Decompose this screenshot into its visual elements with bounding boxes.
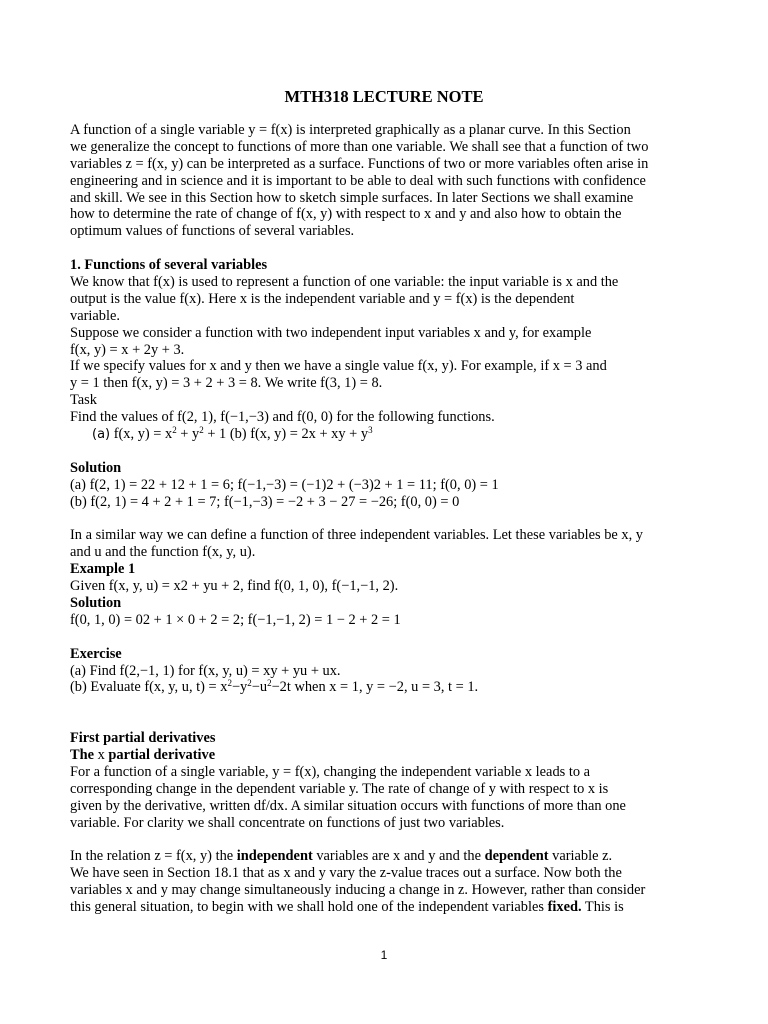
text-line: f(x, y) = x + 2y + 3.: [70, 341, 185, 358]
text-fragment: The: [70, 746, 94, 763]
text-line: engineering and in science and it is important to be able to deal with such functions with confidence: [70, 172, 646, 189]
text-fragment: partial derivative: [108, 746, 216, 763]
text-fragment: In the relation z = f(x, y) the: [70, 848, 237, 865]
text-line: y = 1 then f(x, y) = 3 + 2 + 3 = 8. We write f(3, 1) = 8.: [70, 375, 383, 392]
superscript: 2: [199, 425, 204, 436]
three-variables-paragraph: [70, 527, 710, 561]
page-number: 1: [380, 948, 388, 962]
text-fragment: variable z.: [548, 848, 613, 865]
text-line: (a) f(2, 1) = 22 + 12 + 1 = 6; f(−1,−3) = (−1)2 + (−3)2 + 1 = 11; f(0, 0) = 1: [70, 476, 499, 493]
text-line: Find the values of f(2, 1), f(−1,−3) and f(0, 0) for the following functions.: [70, 409, 495, 426]
text-line: A function of a single variable y = f(x) is interpreted graphically as a planar curve. In this Section: [70, 122, 631, 138]
superscript: 2: [172, 425, 177, 436]
superscript: 2: [247, 678, 252, 689]
subsection-heading: [70, 747, 710, 764]
superscript: 3: [368, 425, 373, 436]
solution-heading: Solution: [70, 459, 122, 476]
example-block: [70, 561, 710, 629]
document-body: [70, 122, 710, 916]
text-line: For a function of a single variable, y = f(x), changing the independent variable x leads to a: [70, 763, 591, 780]
text-line: output is the value f(x). Here x is the independent variable and y = f(x) is the dependent: [70, 290, 575, 307]
text-line: variables x and y may change simultaneously inducing a change in z. However, rather than consider: [70, 882, 646, 899]
exercise-block: [70, 646, 710, 697]
text-line: If we specify values for x and y then we have a single value f(x, y). For example, if x = 3 and: [70, 358, 607, 375]
exercise-b-line: [70, 679, 710, 696]
text-fragment: This is: [581, 898, 624, 915]
text-fragment: −y: [231, 679, 248, 696]
text-line: (a) Find f(2,−1, 1) for f(x, y, u) = xy + yu + ux.: [70, 662, 341, 679]
text-line: Suppose we consider a function with two independent input variables x and y, for example: [70, 324, 592, 341]
text-line: Given f(x, y, u) = x2 + yu + 2, find f(0, 1, 0), f(−1,−1, 2).: [70, 578, 399, 595]
partial-derivatives-section: [70, 730, 710, 916]
text-line: We know that f(x) is used to represent a function of one variable: the input variable is x and the: [70, 274, 619, 291]
text-fragment: this general situation, to begin with we shall hold one of the independent variables: [70, 898, 548, 915]
text-line: optimum values of functions of several variables.: [70, 223, 355, 240]
text-fragment: independent: [236, 848, 313, 865]
task-functions: [70, 426, 710, 443]
exercise-heading: Exercise: [70, 645, 122, 662]
last-line: [70, 899, 710, 916]
example-heading: Example 1: [70, 561, 136, 578]
text-fragment: (b) Evaluate f(x, y, u, t) = x: [70, 679, 228, 696]
solution-heading: Solution: [70, 594, 122, 611]
solution-block: [70, 460, 710, 511]
text-line: variables z = f(x, y) can be interpreted as a surface. Functions of two or more variables often arise in: [70, 155, 649, 172]
section-heading: 1. Functions of several variables: [70, 257, 268, 274]
page-title: MTH318 LECTURE NOTE: [284, 87, 484, 106]
section-heading: First partial derivatives: [70, 730, 216, 747]
text-line: In a similar way we can define a function of three independent variables. Let these variables be x, y: [70, 527, 643, 544]
text-fragment: variables are x and y and the: [312, 848, 485, 865]
text-line: how to determine the rate of change of f(x, y) with respect to x and y and also how to obtain the: [70, 206, 622, 223]
text-fragment: dependent: [484, 848, 549, 865]
text-fragment: x: [94, 746, 109, 763]
text-fragment: −2t when x = 1, y = −2, u = 3, t = 1.: [271, 679, 479, 696]
relation-line: [70, 848, 710, 865]
task-b-text: + 1 (b) f(x, y) = 2x + xy + y: [203, 426, 369, 443]
text-line: given by the derivative, written df/dx. A similar situation occurs with functions of more than one: [70, 797, 626, 814]
task-a-text: + y: [176, 426, 200, 443]
superscript: 2: [227, 678, 232, 689]
task-label-a: (a): [92, 427, 111, 443]
text-line: We have seen in Section 18.1 that as x and y vary the z-value traces out a surface. Now both the: [70, 865, 622, 882]
task-a-text: f(x, y) = x: [110, 426, 173, 443]
intro-paragraph: [70, 122, 710, 240]
text-line: (b) f(2, 1) = 4 + 2 + 1 = 7; f(−1,−3) = −2 + 3 − 27 = −26; f(0, 0) = 0: [70, 493, 460, 510]
text-line: corresponding change in the dependent variable y. The rate of change of y with respect to x is: [70, 780, 609, 797]
text-line: variable. For clarity we shall concentrate on functions of just two variables.: [70, 814, 505, 831]
section-functions-several-variables: [70, 257, 710, 443]
text-line: and u and the function f(x, y, u).: [70, 544, 256, 561]
text-line: variable.: [70, 307, 120, 324]
task-label: Task: [70, 392, 97, 409]
superscript: 2: [267, 678, 272, 689]
text-line: we generalize the concept to functions of more than one variable. We shall see that a function of two: [70, 138, 649, 155]
text-fragment: fixed.: [547, 898, 582, 915]
text-line: f(0, 1, 0) = 02 + 1 × 0 + 2 = 2; f(−1,−1, 2) = 1 − 2 + 2 = 1: [70, 611, 401, 628]
text-line: and skill. We see in this Section how to sketch simple surfaces. In later Sections we shall examine: [70, 189, 634, 206]
text-fragment: −u: [251, 679, 268, 696]
